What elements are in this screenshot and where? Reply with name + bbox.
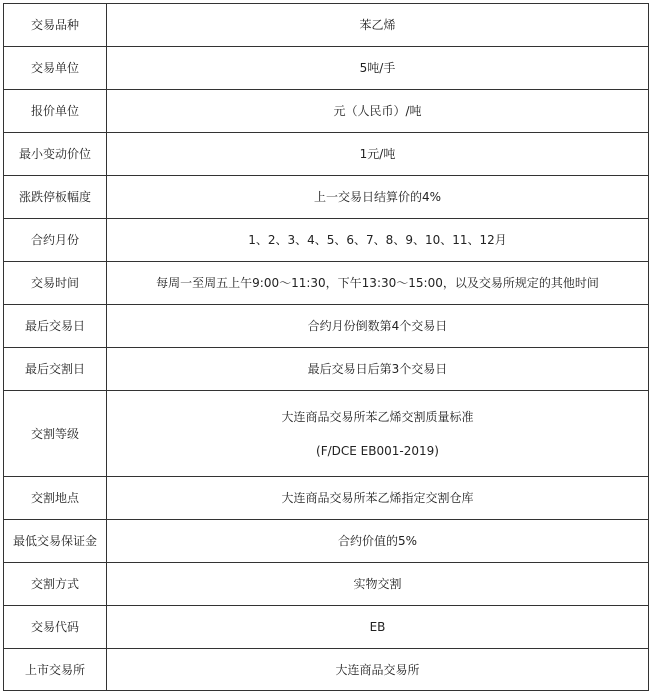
row-value: 合约价值的5%	[107, 520, 649, 563]
row-value: 1、2、3、4、5、6、7、8、9、10、11、12月	[107, 219, 649, 262]
table-row	[4, 133, 649, 176]
table-row	[4, 4, 649, 47]
row-value: 合约月份倒数第4个交易日	[107, 305, 649, 348]
table-row	[4, 649, 649, 691]
row-value: EB	[107, 606, 649, 649]
table-row	[4, 90, 649, 133]
row-value: 苯乙烯	[107, 4, 649, 47]
row-value-line-2: (F/DCE EB001-2019)	[316, 443, 439, 458]
line-spacer	[107, 426, 648, 442]
row-label: 交易单位	[4, 47, 107, 90]
table-row	[4, 262, 649, 305]
row-label: 上市交易所	[4, 649, 107, 691]
row-label: 交割地点	[4, 477, 107, 520]
row-label: 交割等级	[4, 391, 107, 477]
table-row	[4, 176, 649, 219]
table-row	[4, 606, 649, 649]
row-label: 最小变动价位	[4, 133, 107, 176]
row-label: 最低交易保证金	[4, 520, 107, 563]
row-value: 1元/吨	[107, 133, 649, 176]
row-label: 最后交易日	[4, 305, 107, 348]
row-value: 最后交易日后第3个交易日	[107, 348, 649, 391]
row-value: 大连商品交易所	[107, 649, 649, 691]
row-label: 涨跌停板幅度	[4, 176, 107, 219]
row-value: 大连商品交易所苯乙烯指定交割仓库	[107, 477, 649, 520]
row-value: 每周一至周五上午9:00～11:30，下午13:30～15:00，以及交易所规定的其他时间	[107, 262, 649, 305]
row-value: 元（人民币）/吨	[107, 90, 649, 133]
table-row	[4, 47, 649, 90]
table-row	[4, 305, 649, 348]
row-label: 合约月份	[4, 219, 107, 262]
table-row	[4, 520, 649, 563]
table-row	[4, 391, 649, 477]
row-value	[107, 391, 649, 477]
row-value: 上一交易日结算价的4%	[107, 176, 649, 219]
row-label: 报价单位	[4, 90, 107, 133]
table-row	[4, 348, 649, 391]
row-label: 交割方式	[4, 563, 107, 606]
row-label: 交易品种	[4, 4, 107, 47]
row-value: 5吨/手	[107, 47, 649, 90]
row-label: 交易时间	[4, 262, 107, 305]
table-row	[4, 563, 649, 606]
row-value: 实物交割	[107, 563, 649, 606]
table-row	[4, 219, 649, 262]
row-label: 最后交割日	[4, 348, 107, 391]
row-value-line-1: 大连商品交易所苯乙烯交割质量标准	[281, 409, 474, 424]
row-label: 交易代码	[4, 606, 107, 649]
table-row	[4, 477, 649, 520]
contract-spec-table	[3, 3, 649, 691]
